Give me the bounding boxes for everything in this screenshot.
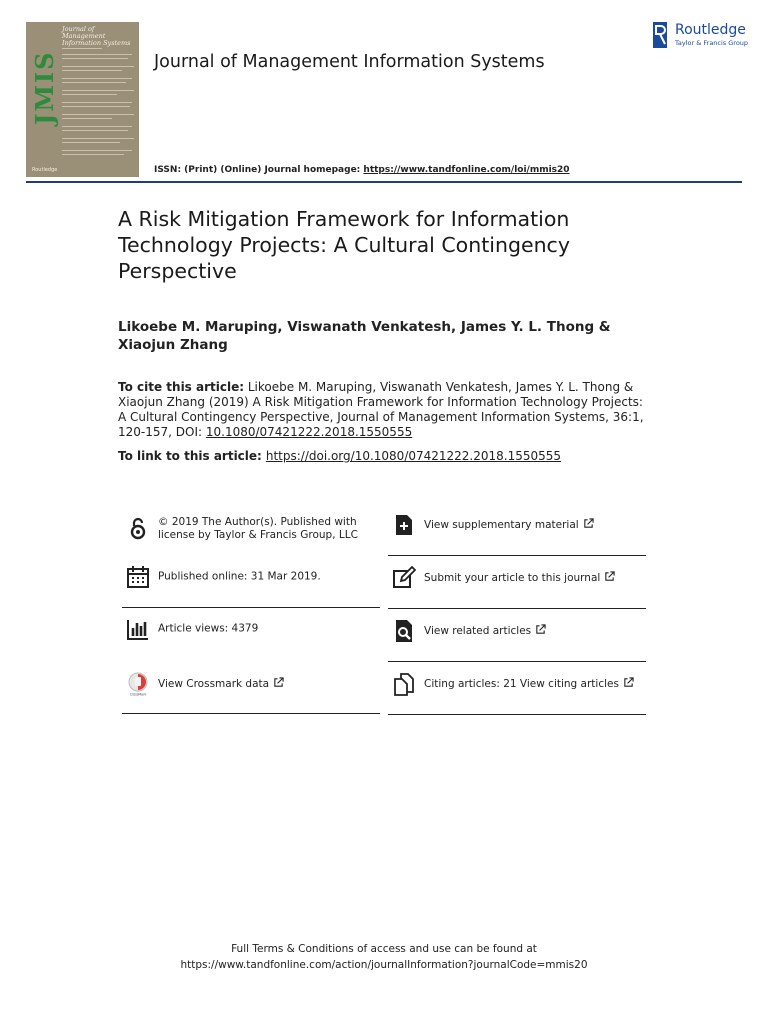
external-link-icon bbox=[583, 518, 594, 529]
open-access-icon bbox=[126, 517, 150, 541]
footer-terms-line: Full Terms & Conditions of access and use can be found at bbox=[231, 943, 537, 955]
divider bbox=[122, 713, 380, 714]
published-date: Published online: 31 Mar 2019. bbox=[158, 570, 321, 583]
related-cell[interactable] bbox=[388, 605, 646, 657]
divider bbox=[388, 714, 646, 715]
published-cell bbox=[122, 551, 380, 603]
footer-terms-url[interactable]: https://www.tandfonline.com/action/journalInformation?journalCode=mmis20 bbox=[180, 959, 588, 971]
routledge-r-icon bbox=[653, 22, 667, 48]
cite-text: Likoebe M. Maruping, Viswanath Venkatesh, James Y. L. Thong & Xiaojun Zhang (2019) A Risk Mitigation Framework for Information Technology Projects: A Cultural Contingency Perspective, Journal of Management Information Systems, 36:1, 120-157, DOI: bbox=[118, 380, 644, 439]
citing-cell[interactable] bbox=[388, 658, 646, 710]
doi-link[interactable]: https://doi.org/10.1080/07421222.2018.1550555 bbox=[265, 449, 562, 463]
link-label: To link to this article: bbox=[118, 449, 262, 463]
link-block bbox=[118, 449, 648, 464]
issn-label: ISSN: (Print) (Online) Journal homepage: bbox=[154, 165, 364, 175]
submit-cell[interactable] bbox=[388, 552, 646, 604]
article-views: Article views: 4379 bbox=[158, 622, 259, 635]
open-access-text: © 2019 The Author(s). Published with license by Taylor & Francis Group, LLC bbox=[158, 516, 358, 541]
related-articles-icon bbox=[392, 619, 416, 643]
calendar-icon bbox=[126, 565, 150, 589]
cover-spine-text: JMIS bbox=[30, 50, 59, 126]
journal-cover-image bbox=[26, 22, 139, 177]
crossmark-icon bbox=[126, 672, 150, 696]
citing-articles-icon bbox=[392, 672, 416, 696]
article-authors: Likoebe M. Maruping, Viswanath Venkatesh, James Y. L. Thong & Xiaojun Zhang bbox=[118, 319, 611, 353]
supplementary-link[interactable]: View supplementary material bbox=[424, 519, 579, 531]
views-cell bbox=[122, 603, 380, 655]
cover-title: Journal of Management Information Systems bbox=[62, 25, 131, 47]
supplementary-file-icon bbox=[392, 513, 416, 537]
external-link-icon bbox=[623, 677, 634, 688]
cite-label: To cite this article: bbox=[118, 380, 245, 394]
svg-text:CrossMark: CrossMark bbox=[129, 692, 147, 696]
journal-homepage-link[interactable]: https://www.tandfonline.com/loi/mmis20 bbox=[363, 165, 570, 175]
cite-doi-link[interactable]: 10.1080/07421222.2018.1550555 bbox=[205, 425, 413, 439]
crossmark-cell[interactable] bbox=[122, 658, 380, 710]
crossmark-link[interactable]: View Crossmark data bbox=[158, 678, 270, 690]
cover-publisher: Routledge bbox=[32, 167, 58, 173]
external-link-icon bbox=[604, 571, 615, 582]
routledge-logo[interactable] bbox=[653, 20, 749, 52]
citing-link[interactable]: Citing articles: 21 View citing articles bbox=[424, 678, 619, 690]
citation-block bbox=[118, 380, 648, 440]
edit-icon bbox=[392, 566, 416, 590]
publisher-subtitle: Taylor & Francis Group bbox=[675, 39, 749, 47]
external-link-icon bbox=[273, 677, 284, 688]
related-link[interactable]: View related articles bbox=[424, 625, 532, 637]
submit-link[interactable]: Submit your article to this journal bbox=[424, 572, 601, 584]
publisher-name: Routledge bbox=[675, 22, 746, 38]
header-divider bbox=[26, 181, 742, 183]
supplementary-cell[interactable] bbox=[388, 499, 646, 551]
external-link-icon bbox=[535, 624, 546, 635]
open-access-cell bbox=[122, 503, 380, 555]
footer bbox=[0, 941, 768, 973]
issn-line bbox=[154, 165, 570, 175]
journal-name: Journal of Management Information Systems bbox=[154, 52, 545, 72]
bar-chart-icon bbox=[126, 617, 150, 641]
article-title: A Risk Mitigation Framework for Information Technology Projects: A Cultural Contingency Perspective bbox=[118, 207, 570, 283]
